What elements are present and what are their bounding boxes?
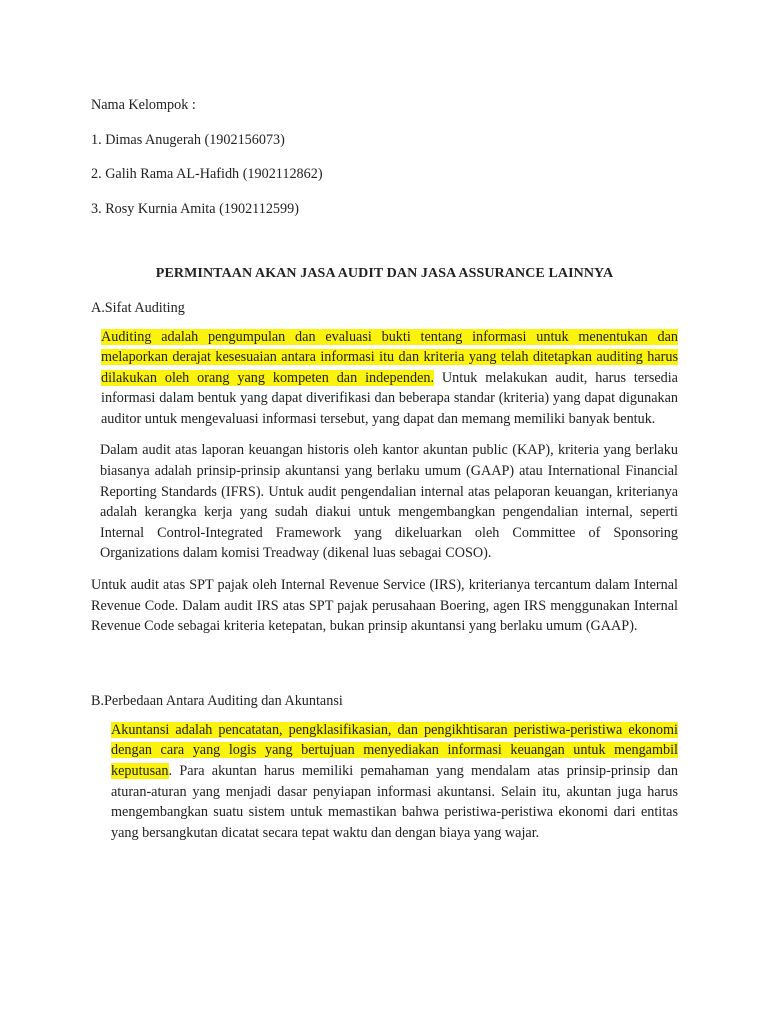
section-a-paragraph-2: Dalam audit atas laporan keuangan historis oleh kantor akuntan public (KAP), kriteria yang berlaku biasanya adalah prinsip-prinsip akuntansi yang berlaku umum (GAAP) atau International Financial Reporting Standards (IFRS). Untuk audit pengendalian internal atas pelaporan keuangan, kriterianya adalah kerangka kerja yang sudah diakui untuk mengembangkan pengendalian internal, seperti Internal Control-Integrated Framework yang dikeluarkan oleh Committee of Sponsoring Organizations dalam komisi Treadway (dikenal luas sebagai COSO).	[100, 442, 678, 562]
section-spacer	[91, 648, 678, 691]
member-1: 1. Dimas Anugerah (1902156073)	[91, 131, 285, 148]
paragraph-text: Untuk melakukan audit, harus tersedia informasi dalam bentuk yang dapat diverifikasi dan beberapa standar (kriteria) yang dapat digunakan auditor untuk mengevaluasi informasi tersebut, yang dapat dan memang memiliki banyak bentuk.	[101, 369, 678, 427]
section-a-heading: A.Sifat Auditing	[91, 299, 185, 316]
highlighted-text: Akuntansi adalah pencatatan, pengklasifikasian, dan pengikhtisaran peristiwa-peristiwa ekonomi dengan cara yang logis yang bertujuan menyediakan informasi keuangan untuk mengambil keputusan	[111, 721, 678, 779]
group-label: Nama Kelompok :	[91, 97, 196, 113]
section-a-paragraph-3: Untuk audit atas SPT pajak oleh Internal Revenue Service (IRS), kriterianya tercantum dalam Internal Revenue Code. Dalam audit IRS atas SPT pajak perusahaan Boering, agen IRS menggunakan Internal Revenue Code sebagai kriteria ketepatan, bukan prinsip akuntansi yang berlaku umum (GAAP).	[91, 577, 678, 635]
member-2: 2. Galih Rama AL-Hafidh (1902112862)	[91, 166, 323, 182]
document-page	[91, 95, 678, 854]
paragraph-text: . Para akuntan harus memiliki pemahaman yang mendalam atas prinsip-prinsip dan aturan-aturan yang menjadi dasar penyiapan informasi akuntansi. Selain itu, akuntan juga harus mengembangkan suatu sistem untuk memastikan bahwa peristiwa-peristiwa ekonomi dari entitas yang bersangkutan dicatat secara tepat waktu dan dengan biaya yang wajar.	[111, 763, 678, 841]
section-b-heading: B.Perbedaan Antara Auditing dan Akuntansi	[91, 692, 343, 709]
document-title: PERMINTAAN AKAN JASA AUDIT DAN JASA ASSURANCE LAINNYA	[155, 265, 614, 281]
highlighted-text: Auditing adalah pengumpulan dan evaluasi bukti tentang informasi untuk menentukan dan melaporkan derajat kesesuaian antara informasi itu dan kriteria yang telah ditetapkan auditing harus dilakukan oleh orang yang kompeten dan independen.	[101, 328, 678, 386]
member-3: 3. Rosy Kurnia Amita (1902112599)	[91, 200, 299, 217]
section-a-paragraph-1	[91, 327, 678, 430]
section-b-paragraph-1	[91, 720, 678, 844]
